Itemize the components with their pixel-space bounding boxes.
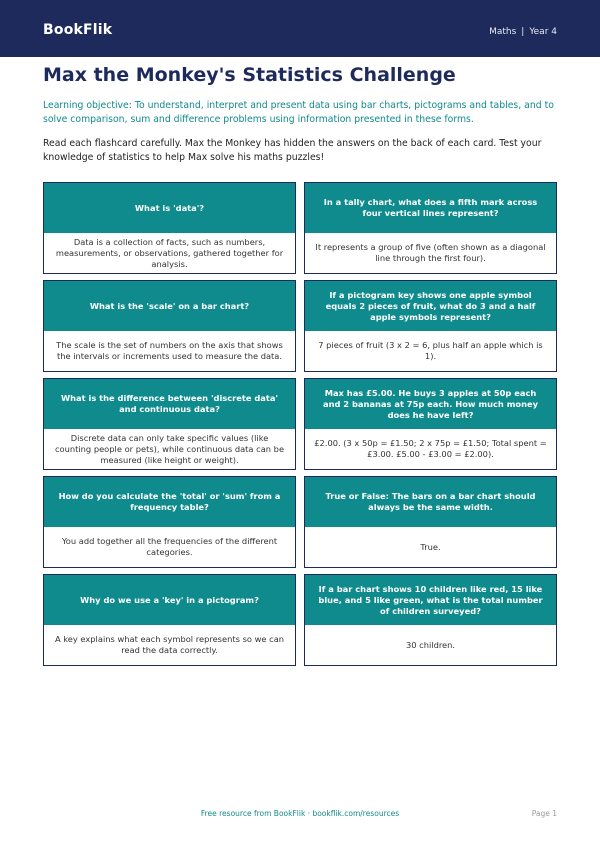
flashcard[interactable] [43, 476, 296, 568]
breadcrumb-separator: | [521, 27, 525, 37]
flashcard-question: What is the 'scale' on a bar chart? [44, 281, 295, 331]
flashcard-answer: You add together all the frequencies of the different categories. [61, 536, 278, 557]
breadcrumb-subject[interactable]: Maths [489, 27, 517, 37]
flashcard[interactable] [304, 574, 557, 666]
page-title: Max the Monkey's Statistics Challenge [43, 64, 456, 86]
page-number: Page 1 [531, 809, 557, 818]
flashcard-answer: £2.00. (3 x 50p = £1.50; 2 x 75p = £1.50; Total spent = £3.00. £5.00 - £3.00 = £2.00). [314, 438, 547, 459]
brand-logo[interactable]: BookFlik [43, 22, 113, 38]
flashcard[interactable] [304, 378, 557, 470]
page-header [0, 0, 600, 57]
flashcard-question: How do you calculate the 'total' or 'sum' from a frequency table? [44, 477, 295, 527]
flashcard-question: Max has £5.00. He buys 3 apples at 50p each and 2 bananas at 75p each. How much money does he have left? [305, 379, 556, 429]
flashcard-question: If a pictogram key shows one apple symbol equals 2 pieces of fruit, what do 3 and a half apple symbols represent? [305, 281, 556, 331]
flashcard-answer: The scale is the set of numbers on the axis that shows the intervals or increments used to measure the data. [56, 340, 283, 361]
flashcard-answer: 30 children. [405, 639, 456, 650]
flashcard[interactable] [304, 280, 557, 372]
flashcard[interactable] [43, 182, 296, 274]
flashcard-answer: True. [420, 541, 441, 552]
flashcard-question: In a tally chart, what does a fifth mark across four vertical lines represent? [305, 183, 556, 233]
flashcard-answer: Discrete data can only take specific values (like counting people or pets), while continuous data can be measured (like height or weight). [54, 432, 285, 465]
flashcard[interactable] [304, 476, 557, 568]
flashcard-answer: A key explains what each symbol represents so we can read the data correctly. [54, 634, 285, 655]
flashcard-question: If a bar chart shows 10 children like red, 15 like blue, and 5 like green, what is the total number of children surveyed? [305, 575, 556, 625]
breadcrumb-year[interactable]: Year 4 [529, 27, 557, 37]
flashcard[interactable] [304, 182, 557, 274]
flashcard[interactable] [43, 378, 296, 470]
intro-text: Read each flashcard carefully. Max the Monkey has hidden the answers on the back of each card. Test your knowledge of statistics to help Max solve his maths puzzles! [43, 138, 542, 163]
flashcard-question: What is 'data'? [44, 183, 295, 233]
learning-objective: Learning objective: To understand, interpret and present data using bar charts, pictograms and tables, and to solve comparison, sum and difference problems using information presented in these forms. [43, 100, 554, 125]
flashcard-question: What is the difference between 'discrete data' and continuous data? [44, 379, 295, 429]
flashcard[interactable] [43, 574, 296, 666]
flashcard-answer: Data is a collection of facts, such as numbers, measurements, or observations, gathered together for analysis. [55, 236, 284, 269]
flashcard-answer: 7 pieces of fruit (3 x 2 = 6, plus half an apple which is 1). [318, 340, 543, 361]
footer-resource-link[interactable]: Free resource from BookFlik · bookflik.com/resources [200, 809, 400, 818]
flashcard-question: True or False: The bars on a bar chart should always be the same width. [305, 477, 556, 527]
flashcard[interactable] [43, 280, 296, 372]
flashcard-question: Why do we use a 'key' in a pictogram? [44, 575, 295, 625]
breadcrumb [489, 27, 557, 37]
flashcard-answer: It represents a group of five (often shown as a diagonal line through the first four). [315, 242, 546, 263]
